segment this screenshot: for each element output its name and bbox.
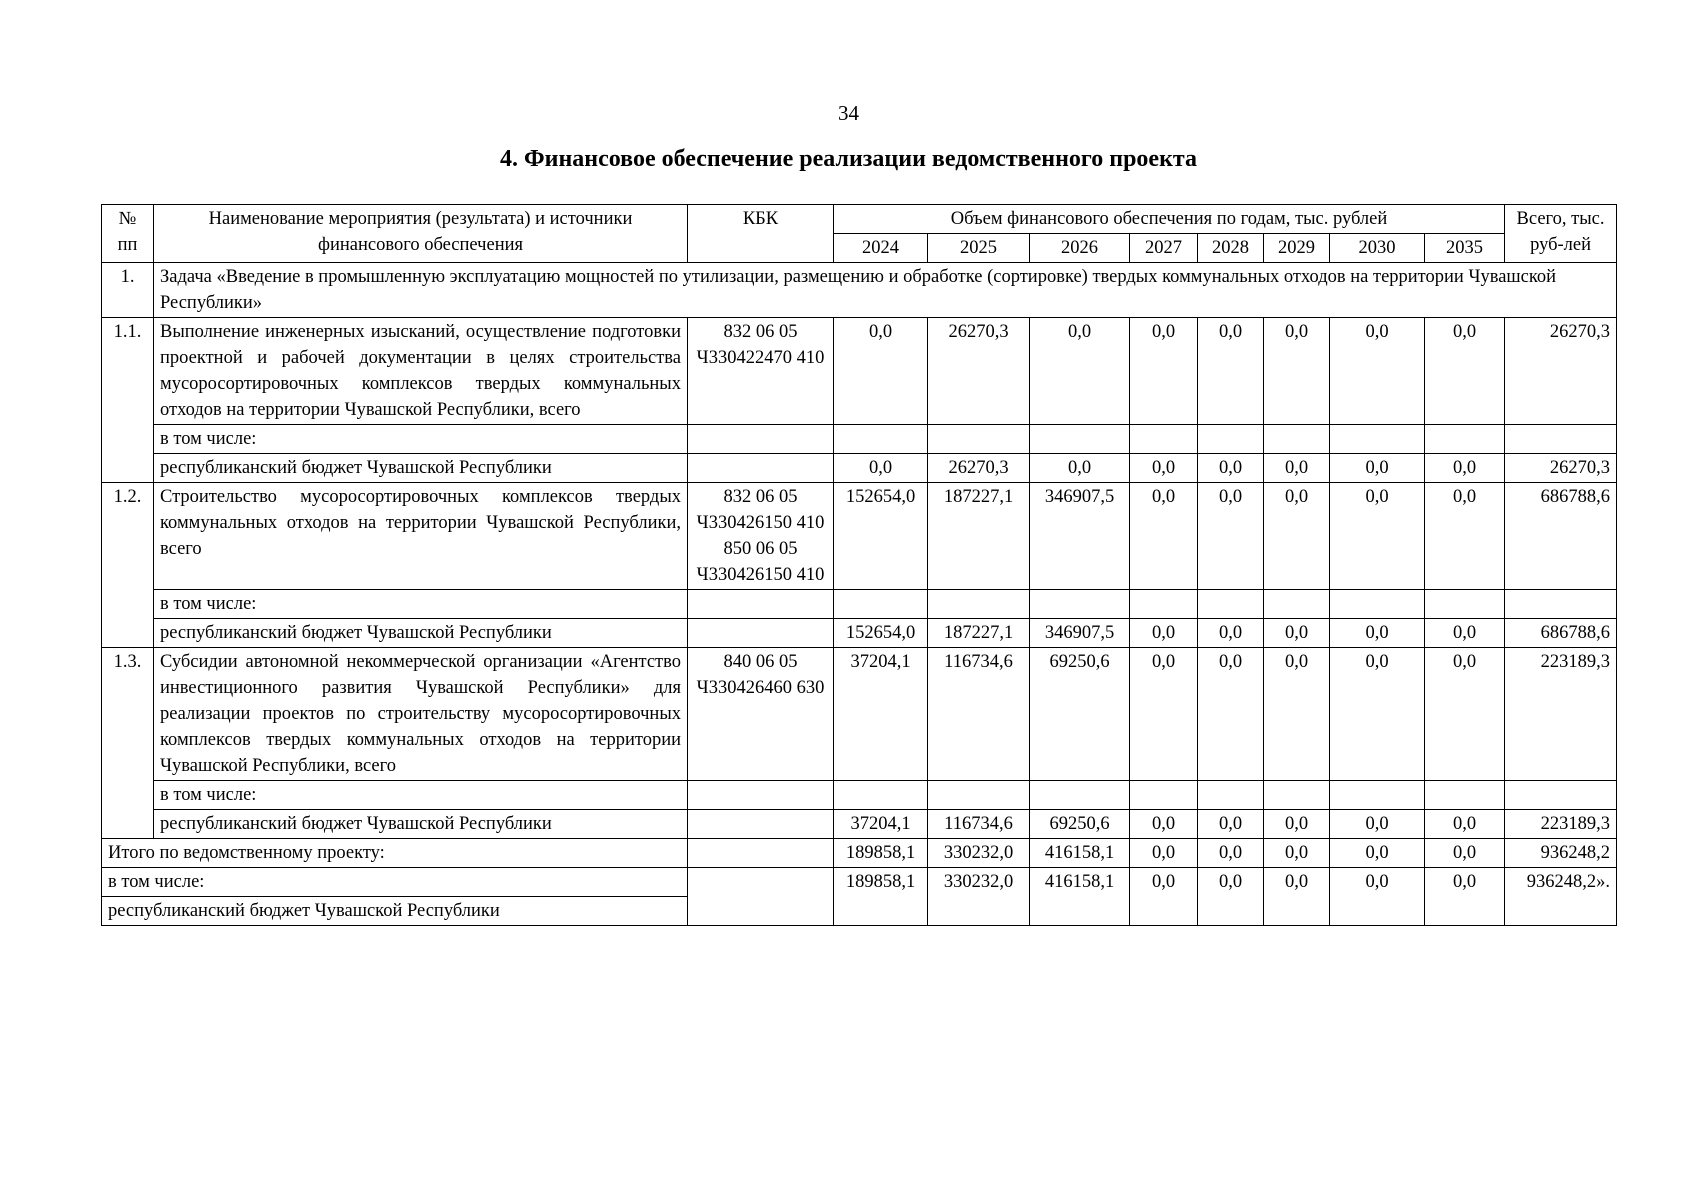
budget-name: республиканский бюджет Чувашской Республики <box>154 619 688 648</box>
item-value: 0,0 <box>834 318 928 425</box>
task-num: 1. <box>102 263 154 318</box>
header-row-1 <box>102 205 1617 234</box>
budget-value: 0,0 <box>1330 810 1425 839</box>
budget-value: 37204,1 <box>834 810 928 839</box>
summary-including-label: в том числе: <box>102 868 688 897</box>
header-total: Всего, тыс. руб-лей <box>1505 205 1617 263</box>
task-row <box>102 263 1617 318</box>
empty-cell <box>1264 425 1330 454</box>
empty-cell <box>1425 425 1505 454</box>
item-row <box>102 318 1617 425</box>
summary-including-row <box>102 868 1617 897</box>
item-value: 69250,6 <box>1030 648 1130 781</box>
item-value: 116734,6 <box>928 648 1030 781</box>
item-value: 0,0 <box>1130 648 1198 781</box>
budget-value: 346907,5 <box>1030 619 1130 648</box>
item-value: 0,0 <box>1198 318 1264 425</box>
header-year: 2025 <box>928 234 1030 263</box>
item-value: 26270,3 <box>928 318 1030 425</box>
item-value: 0,0 <box>1425 483 1505 590</box>
item-kbk: 840 06 05 Ч330426460 630 <box>688 648 834 781</box>
summary-value: 0,0 <box>1425 839 1505 868</box>
item-value: 0,0 <box>1264 318 1330 425</box>
budget-value: 0,0 <box>834 454 928 483</box>
empty-cell <box>1198 781 1264 810</box>
budget-value: 0,0 <box>1264 454 1330 483</box>
item-value: 0,0 <box>1425 318 1505 425</box>
empty-cell <box>1505 590 1617 619</box>
empty-cell <box>1198 590 1264 619</box>
empty-cell <box>834 590 928 619</box>
header-year: 2035 <box>1425 234 1505 263</box>
item-row <box>102 648 1617 781</box>
header-num: № пп <box>102 205 154 263</box>
summary-budget-value: 0,0 <box>1130 868 1198 926</box>
page-number: 34 <box>838 101 859 125</box>
empty-cell <box>1330 781 1425 810</box>
empty-cell <box>688 454 834 483</box>
item-value: 0,0 <box>1030 318 1130 425</box>
item-value: 0,0 <box>1330 318 1425 425</box>
empty-cell <box>688 619 834 648</box>
item-name: Выполнение инженерных изысканий, осуществление подготовки проектной и рабочей документации в целях строительства мусоросортировочных комплексов твердых коммунальных отходов на территории Чувашской Республики, всего <box>154 318 688 425</box>
budget-value: 0,0 <box>1130 454 1198 483</box>
budget-row <box>102 454 1617 483</box>
item-num: 1.1. <box>102 318 154 483</box>
item-value: 0,0 <box>1264 483 1330 590</box>
summary-label: Итого по ведомственному проекту: <box>102 839 688 868</box>
item-value: 0,0 <box>1198 648 1264 781</box>
empty-cell <box>688 839 834 868</box>
budget-value: 0,0 <box>1264 810 1330 839</box>
item-kbk: 832 06 05 Ч330426150 410 850 06 05 Ч330426150 410 <box>688 483 834 590</box>
summary-budget-value: 0,0 <box>1425 868 1505 926</box>
item-total: 26270,3 <box>1505 318 1617 425</box>
summary-budget-value: 0,0 <box>1330 868 1425 926</box>
header-year: 2027 <box>1130 234 1198 263</box>
empty-cell <box>928 590 1030 619</box>
empty-cell <box>928 425 1030 454</box>
including-row <box>102 590 1617 619</box>
summary-value: 0,0 <box>1130 839 1198 868</box>
empty-cell <box>834 425 928 454</box>
item-name: Субсидии автономной некоммерческой организации «Агентство инвестиционного развития Чувашской Республики» для реализации проектов по строительству мусоросортировочных комплексов твердых коммунальных отходов на территории Чувашской Республики, всего <box>154 648 688 781</box>
header-year: 2030 <box>1330 234 1425 263</box>
item-row <box>102 483 1617 590</box>
budget-value: 0,0 <box>1425 619 1505 648</box>
task-text: Задача «Введение в промышленную эксплуатацию мощностей по утилизации, размещению и обработке (сортировке) твердых коммунальных отходов на территории Чувашской Республики» <box>154 263 1617 318</box>
summary-budget-value: 189858,1 <box>834 868 928 926</box>
header-year: 2024 <box>834 234 928 263</box>
summary-value: 189858,1 <box>834 839 928 868</box>
empty-cell <box>688 810 834 839</box>
budget-value: 0,0 <box>1198 454 1264 483</box>
budget-value: 187227,1 <box>928 619 1030 648</box>
summary-budget-value: 0,0 <box>1198 868 1264 926</box>
item-value: 0,0 <box>1198 483 1264 590</box>
item-value: 0,0 <box>1330 648 1425 781</box>
empty-cell <box>688 590 834 619</box>
including-row <box>102 781 1617 810</box>
item-num: 1.2. <box>102 483 154 648</box>
budget-value: 0,0 <box>1330 619 1425 648</box>
budget-value: 116734,6 <box>928 810 1030 839</box>
budget-name: республиканский бюджет Чувашской Республики <box>154 454 688 483</box>
item-value: 0,0 <box>1425 648 1505 781</box>
empty-cell <box>1330 425 1425 454</box>
empty-cell <box>928 781 1030 810</box>
item-value: 0,0 <box>1264 648 1330 781</box>
including-label: в том числе: <box>154 590 688 619</box>
summary-total: 936248,2 <box>1505 839 1617 868</box>
budget-row <box>102 619 1617 648</box>
empty-cell <box>1264 781 1330 810</box>
summary-budget-value: 330232,0 <box>928 868 1030 926</box>
empty-cell <box>1130 425 1198 454</box>
empty-cell <box>1130 781 1198 810</box>
header-name: Наименование мероприятия (результата) и источники финансового обеспечения <box>154 205 688 263</box>
header-kbk: КБК <box>688 205 834 263</box>
summary-budget-name: республиканский бюджет Чувашской Республики <box>102 897 688 926</box>
budget-value: 26270,3 <box>928 454 1030 483</box>
summary-budget-value: 0,0 <box>1264 868 1330 926</box>
summary-value: 0,0 <box>1330 839 1425 868</box>
section-title: 4. Финансовое обеспечение реализации ведомственного проекта <box>500 146 1197 172</box>
empty-cell <box>1505 781 1617 810</box>
empty-cell <box>688 868 834 926</box>
budget-value: 0,0 <box>1264 619 1330 648</box>
empty-cell <box>1505 425 1617 454</box>
budget-total: 26270,3 <box>1505 454 1617 483</box>
summary-value: 0,0 <box>1264 839 1330 868</box>
budget-value: 152654,0 <box>834 619 928 648</box>
summary-row <box>102 839 1617 868</box>
summary-budget-value: 416158,1 <box>1030 868 1130 926</box>
empty-cell <box>1030 590 1130 619</box>
item-num: 1.3. <box>102 648 154 839</box>
item-value: 0,0 <box>1330 483 1425 590</box>
summary-budget-total: 936248,2». <box>1505 868 1617 926</box>
summary-value: 330232,0 <box>928 839 1030 868</box>
header-volume: Объем финансового обеспечения по годам, тыс. рублей <box>834 205 1505 234</box>
empty-cell <box>1198 425 1264 454</box>
item-value: 187227,1 <box>928 483 1030 590</box>
budget-total: 686788,6 <box>1505 619 1617 648</box>
empty-cell <box>688 425 834 454</box>
header-year: 2029 <box>1264 234 1330 263</box>
budget-value: 0,0 <box>1198 810 1264 839</box>
header-year: 2028 <box>1198 234 1264 263</box>
empty-cell <box>1030 781 1130 810</box>
including-row <box>102 425 1617 454</box>
budget-value: 0,0 <box>1425 810 1505 839</box>
budget-value: 0,0 <box>1130 619 1198 648</box>
budget-value: 0,0 <box>1425 454 1505 483</box>
budget-total: 223189,3 <box>1505 810 1617 839</box>
financing-table <box>101 204 1617 926</box>
summary-value: 0,0 <box>1198 839 1264 868</box>
including-label: в том числе: <box>154 781 688 810</box>
empty-cell <box>1425 781 1505 810</box>
budget-value: 69250,6 <box>1030 810 1130 839</box>
budget-value: 0,0 <box>1330 454 1425 483</box>
summary-value: 416158,1 <box>1030 839 1130 868</box>
item-name: Строительство мусоросортировочных комплексов твердых коммунальных отходов на территории Чувашской Республики, всего <box>154 483 688 590</box>
empty-cell <box>1030 425 1130 454</box>
item-value: 37204,1 <box>834 648 928 781</box>
item-value: 152654,0 <box>834 483 928 590</box>
item-value: 0,0 <box>1130 318 1198 425</box>
empty-cell <box>1330 590 1425 619</box>
empty-cell <box>1130 590 1198 619</box>
item-kbk: 832 06 05 Ч330422470 410 <box>688 318 834 425</box>
empty-cell <box>688 781 834 810</box>
budget-name: республиканский бюджет Чувашской Республики <box>154 810 688 839</box>
item-total: 686788,6 <box>1505 483 1617 590</box>
item-value: 346907,5 <box>1030 483 1130 590</box>
including-label: в том числе: <box>154 425 688 454</box>
empty-cell <box>1264 590 1330 619</box>
budget-value: 0,0 <box>1030 454 1130 483</box>
item-value: 0,0 <box>1130 483 1198 590</box>
budget-value: 0,0 <box>1198 619 1264 648</box>
header-year: 2026 <box>1030 234 1130 263</box>
budget-row <box>102 810 1617 839</box>
empty-cell <box>1425 590 1505 619</box>
empty-cell <box>834 781 928 810</box>
budget-value: 0,0 <box>1130 810 1198 839</box>
item-total: 223189,3 <box>1505 648 1617 781</box>
